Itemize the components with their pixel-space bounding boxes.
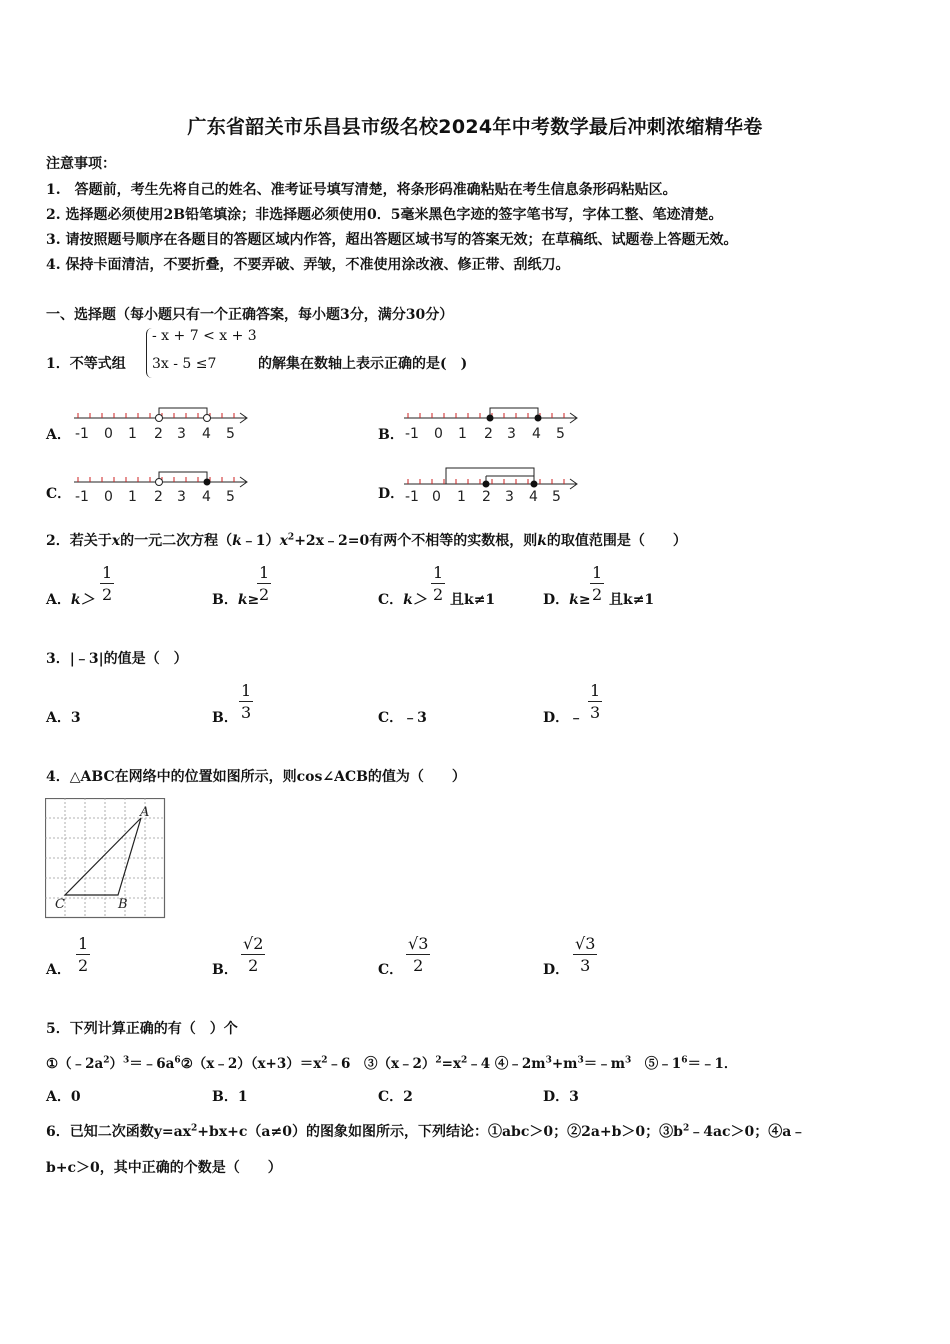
tick-label: -1 bbox=[75, 489, 89, 505]
q2-option-c-fraction: 1 2 bbox=[433, 563, 444, 604]
tick-label: 0 bbox=[104, 489, 113, 505]
tick-label: 5 bbox=[556, 426, 565, 442]
q4-option-c[interactable]: C． bbox=[378, 962, 404, 978]
tick-label: 0 bbox=[104, 426, 113, 442]
tick-label: 4 bbox=[529, 489, 538, 505]
tick-label: 5 bbox=[226, 426, 235, 442]
number-line-d bbox=[400, 460, 585, 505]
notice-heading: 注意事项： bbox=[46, 156, 116, 172]
q3-option-b[interactable]: B． bbox=[212, 710, 238, 726]
q5-option-b[interactable]: B．1 bbox=[212, 1089, 248, 1105]
tick-label: 3 bbox=[507, 426, 516, 442]
q1-line2: 3x - 5 ≤7 bbox=[152, 356, 217, 372]
q2-option-a-fraction: 1 2 bbox=[102, 563, 113, 604]
q4-option-a[interactable]: A． bbox=[46, 962, 71, 978]
vertex-label-b: B bbox=[118, 897, 128, 912]
q3-stem: 3．|﹣3|的值是（ ） bbox=[46, 651, 188, 667]
q4-grid-figure bbox=[45, 798, 166, 919]
tick-label: 4 bbox=[202, 426, 211, 442]
notice-item-3: 3. 请按照题号顺序在各题目的答题区域内作答，超出答题区域书写的答案无效；在草稿纸、试题卷上答题无效。 bbox=[46, 232, 738, 248]
tick-label: 3 bbox=[177, 489, 186, 505]
tick-label: -1 bbox=[405, 489, 419, 505]
q5-option-a[interactable]: A．0 bbox=[46, 1089, 81, 1105]
q1-option-c-label[interactable]: C． bbox=[46, 486, 72, 502]
tick-label: 0 bbox=[434, 426, 443, 442]
q4-stem: 4．△ABC在网络中的位置如图所示，则cos∠ACB的值为（ ） bbox=[46, 769, 466, 785]
tick-label: 3 bbox=[505, 489, 514, 505]
q2-option-d-tail: 且k≠1 bbox=[609, 592, 655, 608]
q3-option-b-fraction: 1 3 bbox=[241, 681, 252, 722]
q2-option-b-fraction: 1 2 bbox=[259, 563, 270, 604]
notice-item-1: 1. 答题前，考生先将自己的姓名、准考证号填写清楚，将条形码准确粘贴在考生信息条形码粘贴区。 bbox=[46, 182, 677, 198]
q2-option-a[interactable]: A．k＞ bbox=[46, 592, 95, 608]
number-line-b bbox=[400, 400, 585, 445]
vertex-label-c: C bbox=[55, 897, 65, 912]
tick-label: 4 bbox=[532, 426, 541, 442]
q3-option-d-fraction: 1 3 bbox=[590, 681, 601, 722]
q1-option-a-label[interactable]: A． bbox=[46, 427, 71, 443]
q1-suffix: 的解集在数轴上表示正确的是( ) bbox=[258, 356, 468, 372]
q4-option-d-fraction: √3 3 bbox=[575, 934, 596, 975]
q2-option-d-fraction: 1 2 bbox=[592, 563, 603, 604]
q4-option-a-fraction: 1 2 bbox=[78, 934, 89, 975]
notice-item-4: 4. 保持卡面清洁，不要折叠，不要弄破、弄皱，不准使用涂改液、修正带、刮纸刀。 bbox=[46, 257, 570, 273]
number-line-c bbox=[70, 460, 255, 505]
tick-label: 1 bbox=[457, 489, 466, 505]
q1-option-b-label[interactable]: B． bbox=[378, 427, 404, 443]
q2-option-d[interactable]: D．k≥ bbox=[543, 592, 591, 608]
tick-label: 4 bbox=[202, 489, 211, 505]
tick-label: 1 bbox=[128, 489, 137, 505]
q4-option-c-fraction: √3 2 bbox=[408, 934, 429, 975]
tick-label: 5 bbox=[552, 489, 561, 505]
tick-label: 1 bbox=[128, 426, 137, 442]
tick-label: 2 bbox=[482, 489, 491, 505]
q5-items: $①(﹣2a^2)^3=﹣6a^6②(x﹣2)(x+3)=x^2﹣6$ $③(x﹣2)^2=x^2﹣4$ $④﹣2m^3+m^3=﹣m^3$ $⑤﹣1^6=﹣1$． bbox=[46, 1055, 738, 1072]
tick-label: 2 bbox=[484, 426, 493, 442]
tick-label: 2 bbox=[154, 489, 163, 505]
page-title: 广东省韶关市乐昌县市级名校2024年中考数学最后冲刺浓缩精华卷 bbox=[187, 116, 763, 138]
q2-stem: 2．若关于x的一元二次方程$(k﹣1)x^2+2x﹣2=0$有两个不相等的实数根，则k的取值范围是（ ） bbox=[46, 532, 687, 549]
q1-line1: - x + 7 < x + 3 bbox=[152, 328, 257, 344]
q4-option-b[interactable]: B． bbox=[212, 962, 238, 978]
tick-label: 0 bbox=[432, 489, 441, 505]
tick-label: 1 bbox=[458, 426, 467, 442]
tick-label: 5 bbox=[226, 489, 235, 505]
q2-option-c-tail: 且k≠1 bbox=[450, 592, 496, 608]
q4-option-d[interactable]: D． bbox=[543, 962, 570, 978]
tick-label: -1 bbox=[75, 426, 89, 442]
q4-option-b-fraction: √2 2 bbox=[243, 934, 264, 975]
notice-item-2: 2. 选择题必须使用2B铅笔填涂；非选择题必须使用0．5毫米黑色字迹的签字笔书写，字体工整、笔迹清楚。 bbox=[46, 207, 723, 223]
tick-label: 2 bbox=[154, 426, 163, 442]
q6-stem-line1: 6．已知二次函数$y=ax^2+bx+c(a\ne 0)$的图象如图所示，下列结论：①abc＞0；②2a+b＞0；$③b^2﹣4ac>0$；④a﹣ bbox=[46, 1123, 806, 1140]
q5-option-c[interactable]: C．2 bbox=[378, 1089, 413, 1105]
q3-option-a[interactable]: A．3 bbox=[46, 710, 81, 726]
q5-option-d[interactable]: D．3 bbox=[543, 1089, 579, 1105]
q2-option-b[interactable]: B．k≥ bbox=[212, 592, 260, 608]
vertex-label-a: A bbox=[140, 805, 150, 820]
q6-stem-line2: b+c＞0，其中正确的个数是（ ） bbox=[46, 1160, 282, 1176]
q1-option-d-label[interactable]: D． bbox=[378, 486, 405, 502]
q5-stem: 5．下列计算正确的有（ ）个 bbox=[46, 1021, 238, 1037]
tick-label: 3 bbox=[177, 426, 186, 442]
q1-prefix: 1．不等式组 bbox=[46, 356, 126, 372]
q3-option-d[interactable]: D．﹣ bbox=[543, 710, 584, 726]
q2-option-c[interactable]: C．k＞ bbox=[378, 592, 427, 608]
q3-option-c[interactable]: C．﹣3 bbox=[378, 710, 427, 726]
tick-label: -1 bbox=[405, 426, 419, 442]
number-line-a bbox=[70, 400, 255, 445]
section-heading: 一、选择题（每小题只有一个正确答案，每小题3分，满分30分） bbox=[46, 307, 454, 323]
